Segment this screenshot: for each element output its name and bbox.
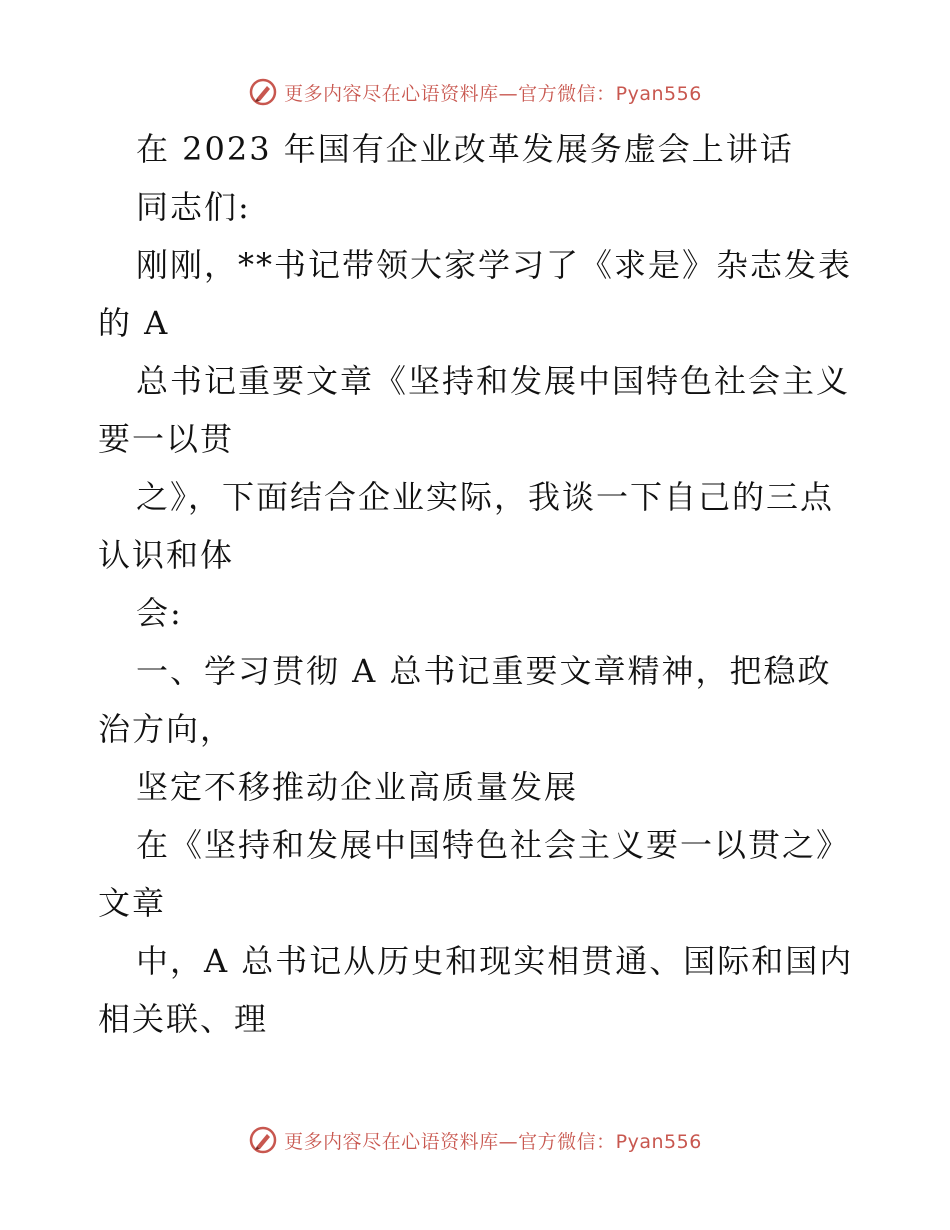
document-line: 在《坚持和发展中国特色社会主义要一以贯之》 [136,826,851,864]
document-line: 相关联、理 [98,1000,269,1038]
document-line: 治方向， [98,710,235,748]
document-line: 坚定不移推动企业高质量发展 [136,768,579,806]
watermark-text: 更多内容尽在心语资料库—官方微信：Pyan556 [284,1130,702,1153]
document-body [98,120,868,1048]
document-line: 会: [136,594,183,632]
watermark-footer [0,1120,950,1160]
document-line: 之》，下面结合企业实际，我谈一下自己的三点 [136,478,835,516]
document-line: 中，A 总书记从历史和现实相贯通、国际和国内 [136,942,854,980]
watermark-header [0,72,950,112]
document-line: 要一以贯 [98,420,235,458]
document-line: 一、学习贯彻 A 总书记重要文章精神，把稳政 [136,652,832,690]
document-line: 认识和体 [98,536,235,574]
document-line: 总书记重要文章《坚持和发展中国特色社会主义 [136,362,851,400]
pen-logo-icon [248,1125,278,1155]
document-line: 在 2023 年国有企业改革发展务虚会上讲话 [136,130,794,168]
document-line: 刚刚，**书记带领大家学习了《求是》杂志发表 [136,246,853,284]
document-line: 的 A [98,304,170,342]
document-line: 同志们: [136,188,251,226]
pen-logo-icon [248,77,278,107]
watermark-text: 更多内容尽在心语资料库—官方微信：Pyan556 [284,82,702,105]
document-line: 文章 [98,884,167,922]
